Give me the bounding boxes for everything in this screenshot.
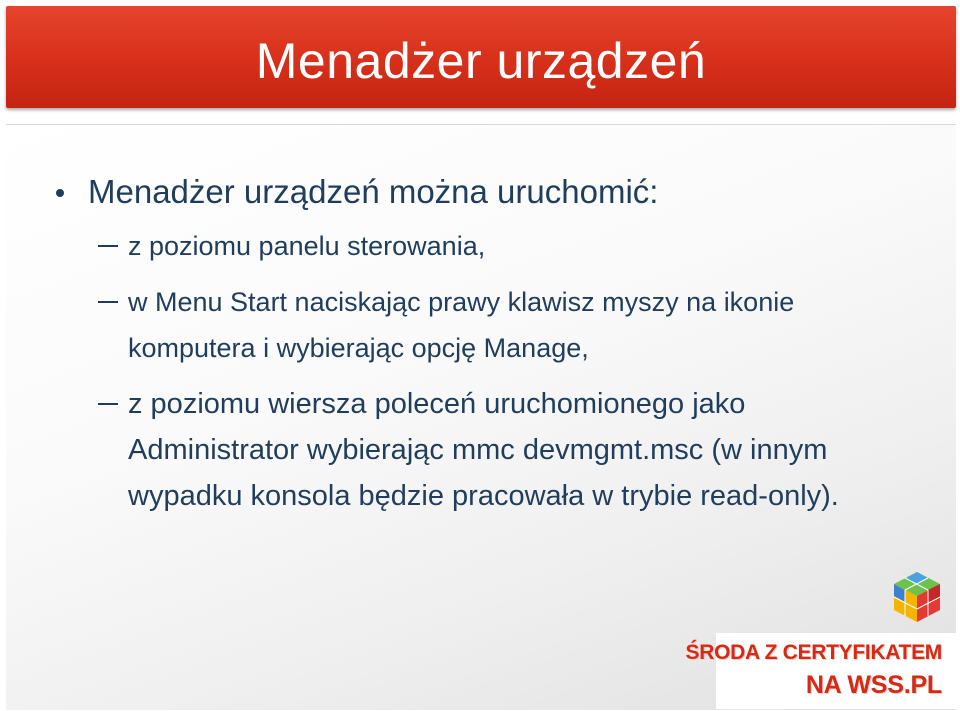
sub-item [98,223,898,269]
sub-item-text: z poziomu wiersza poleceń uruchomionego jako Administrator wybierając mmc devmgmt.msc (w innym wypadku konsola będzie pracowała w trybie read-only). [128,388,839,512]
dash-icon [98,403,118,405]
certificate-badge [685,633,956,709]
dash-icon [98,245,118,247]
badge-line1: ŚRODA Z CERTYFIKATEM [685,641,942,664]
slide-title: Menadżer urządzeń [255,33,707,89]
sub-item-text: w Menu Start naciskając prawy klawisz myszy na ikonie komputera i wybierając opcję Manage, [128,287,795,363]
sub-item [98,279,898,371]
sub-item [98,381,898,519]
badge-line2: NA WSS.PL [805,671,942,699]
main-bullet-text: Menadżer urządzeń można uruchomić: [88,173,659,210]
bullet-dot-icon [56,189,64,197]
sub-item-text: z poziomu panelu sterowania, [128,231,486,261]
title-bar [6,6,956,108]
colored-cube-icon [888,568,946,626]
content-panel [6,124,956,710]
dash-icon [98,301,118,303]
